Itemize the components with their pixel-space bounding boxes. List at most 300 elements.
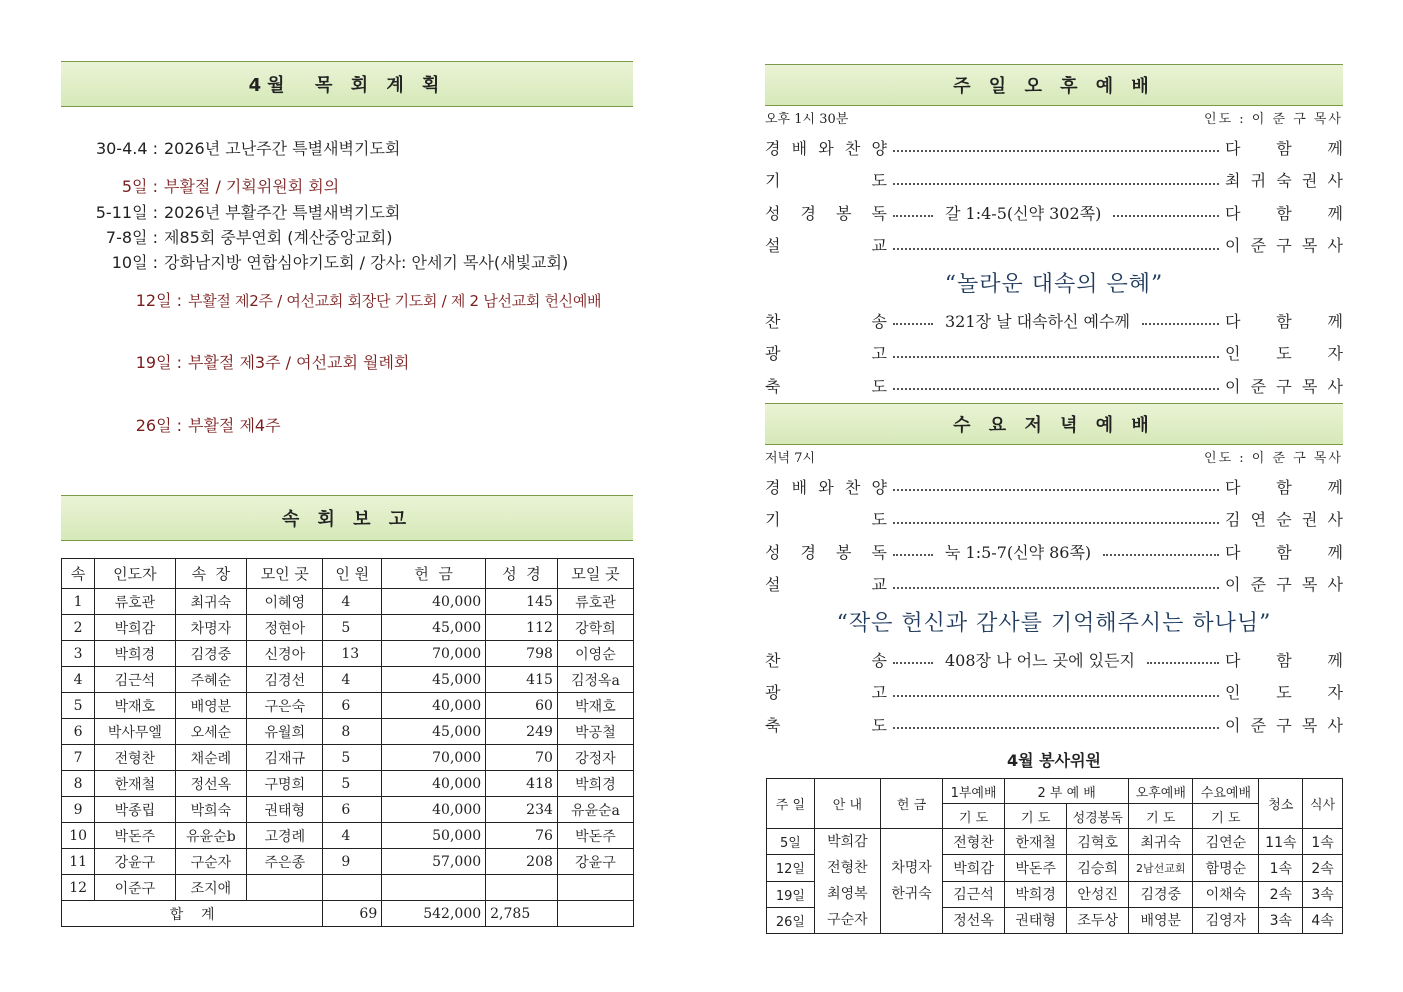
vol-cell: 최귀숙 (1129, 829, 1193, 855)
order-person-char: 구 (1276, 376, 1292, 396)
order-line (765, 680, 1343, 704)
report-total-label: 합 계 (62, 901, 323, 927)
order-item-person (1225, 168, 1343, 191)
plan-item-text: 2026년 부활주간 특별새벽기도회 (164, 203, 401, 222)
plan-item-text: 부활절 제3주 / 여선교회 월례회 (188, 353, 410, 372)
report-cell: 박희숙 (175, 797, 247, 823)
report-row (62, 589, 634, 615)
order-item-name (765, 341, 887, 364)
afternoon-title: 주 일 오 후 예 배 (953, 76, 1155, 97)
order-item-person (1225, 136, 1343, 159)
report-cell: 박희경 (95, 641, 175, 667)
report-cell: 4 (323, 589, 382, 615)
order-person-char: 인 (1225, 344, 1241, 363)
order-item-char: 독 (871, 203, 887, 223)
plan-item-date: 7-8일 : (105, 228, 158, 247)
report-cell (382, 875, 486, 901)
order-person-char: 최 (1225, 171, 1241, 190)
report-cell: 7 (62, 745, 95, 771)
vol-cell: 11속 (1259, 829, 1303, 855)
report-cell: 한재철 (95, 771, 175, 797)
report-cell: 조지애 (175, 875, 247, 901)
plan-item (92, 288, 601, 311)
report-cell: 45,000 (382, 667, 486, 693)
vol-cell: 김영자 (1193, 907, 1259, 933)
order-item-char: 설 (765, 236, 781, 255)
vol-h-meal: 식사 (1303, 779, 1343, 829)
order-person-char: 준 (1250, 376, 1267, 396)
report-total-empty (557, 901, 633, 927)
order-item-char: 와 (818, 138, 834, 158)
vol-h-prayer-3: 기 도 (1129, 804, 1193, 829)
report-cell: 유윤순b (175, 823, 247, 849)
order-item-char: 광 (765, 683, 781, 702)
report-header-cell: 속 장 (175, 559, 247, 589)
report-cell: 박공철 (557, 719, 633, 745)
report-row (62, 823, 634, 849)
report-cell: 40,000 (382, 771, 486, 797)
order-item-name (765, 540, 887, 563)
report-row (62, 771, 634, 797)
report-cell: 5 (323, 771, 382, 797)
report-cell: 60 (486, 693, 558, 719)
report-cell: 6 (323, 797, 382, 823)
dots (893, 215, 933, 217)
dots (893, 662, 933, 664)
vol-cell: 1속 (1259, 855, 1303, 881)
order-item-char: 찬 (765, 650, 781, 670)
order-item-person (1225, 475, 1343, 498)
report-cell: 유윤순a (557, 797, 633, 823)
plan-item-date: 26일 : (135, 416, 182, 435)
order-item-person (1225, 201, 1343, 224)
order-item-name (765, 201, 887, 224)
order-person-char: 준 (1250, 575, 1267, 594)
service-leader: 인도 : 이 준 구 목사 (1204, 451, 1343, 466)
dots (893, 489, 1219, 491)
order-person-char: 다 (1225, 542, 1241, 562)
order-line (765, 341, 1343, 365)
vol-h-sunday: 주 일 (767, 779, 815, 829)
plan-item-text: 2026년 고난주간 특별새벽기도회 (164, 139, 401, 158)
report-cell: 류호관 (95, 589, 175, 615)
report-cell: 4 (62, 667, 95, 693)
order-person-char: 께 (1327, 542, 1343, 562)
report-cell: 박종립 (95, 797, 175, 823)
order-item-char: 송 (871, 311, 887, 331)
order-person-char: 구 (1276, 236, 1292, 255)
order-item-char: 찬 (765, 311, 781, 331)
vol-h-offering: 헌 금 (880, 779, 942, 829)
vol-cell: 2속 (1303, 855, 1343, 881)
vol-date: 5일 (767, 829, 815, 855)
order-line (765, 712, 1343, 736)
order-item-name (765, 233, 887, 256)
report-cell: 박돈주 (95, 823, 175, 849)
order-person-char: 권 (1301, 510, 1318, 529)
dots (1142, 323, 1219, 325)
order-person-char: 구 (1276, 575, 1292, 594)
plan-item-date: 10일 : (111, 253, 158, 272)
vol-h-clean: 청소 (1259, 779, 1303, 829)
dots (893, 150, 1219, 152)
order-item-char: 독 (871, 542, 887, 562)
plan-item-date: 30-4.4 : (95, 139, 158, 158)
order-line (765, 474, 1343, 498)
order-item-char: 축 (765, 715, 781, 735)
plan-header (61, 61, 633, 107)
report-row (62, 875, 634, 901)
report-cell: 5 (62, 693, 95, 719)
order-item-char: 성 (765, 203, 781, 223)
report-cell: 11 (62, 849, 95, 875)
order-person-char: 께 (1327, 138, 1343, 158)
report-cell: 강윤구 (95, 849, 175, 875)
wednesday-sermon-title: “작은 헌신과 감사를 기억해주시는 하나님” (836, 611, 1272, 636)
report-cell: 전형찬 (95, 745, 175, 771)
order-item-char: 배 (791, 138, 808, 158)
report-cell: 8 (323, 719, 382, 745)
order-item-person (1225, 507, 1343, 530)
report-row (62, 693, 634, 719)
plan-item-text: 제85회 중부연회 (계산중앙교회) (164, 228, 393, 247)
order-item-char: 봉 (836, 542, 852, 562)
vol-cell: 권태형 (1005, 907, 1067, 933)
order-person-char: 구 (1276, 715, 1292, 735)
report-cell: 1 (62, 589, 95, 615)
report-cell: 배영분 (175, 693, 247, 719)
order-person-char: 께 (1327, 650, 1343, 670)
order-item-char: 봉 (836, 203, 852, 223)
report-cell: 주혜순 (175, 667, 247, 693)
plan-item-date: 12일 : (135, 291, 182, 310)
report-cell: 김근석 (95, 667, 175, 693)
dots (1103, 554, 1219, 556)
report-cell: 정선옥 (175, 771, 247, 797)
order-person-char: 다 (1225, 477, 1241, 497)
plan-item (62, 200, 400, 223)
plan-item (92, 350, 409, 373)
report-header-cell: 성 경 (486, 559, 558, 589)
report-cell (486, 875, 558, 901)
report-header-cell: 인도자 (95, 559, 175, 589)
report-cell: 차명자 (175, 615, 247, 641)
plan-item-text: 부활절 / 기획위원회 회의 (164, 177, 340, 196)
order-item-char: 도 (871, 715, 887, 735)
report-cell: 유월희 (247, 719, 323, 745)
plan-item (62, 225, 393, 248)
report-cell: 76 (486, 823, 558, 849)
report-cell: 박희감 (95, 615, 175, 641)
report-cell: 박희경 (557, 771, 633, 797)
order-item-char: 고 (871, 344, 887, 363)
order-line (765, 168, 1343, 192)
report-cell: 김경중 (175, 641, 247, 667)
order-item-char: 도 (871, 510, 887, 529)
dots (893, 323, 933, 325)
afternoon-sermon-title: “놀라운 대속의 은혜” (944, 272, 1164, 297)
order-item-char: 와 (818, 477, 834, 497)
report-cell: 강윤구 (557, 849, 633, 875)
dots (893, 356, 1219, 358)
report-table (61, 558, 634, 927)
vol-cell: 함명순 (1193, 855, 1259, 881)
vol-h-prayer-1: 기 도 (943, 804, 1005, 829)
report-cell: 70,000 (382, 641, 486, 667)
order-person-char: 사 (1327, 510, 1343, 529)
order-item-detail: 321장 날 대속하신 예수께 (945, 311, 1130, 331)
order-item-char: 경 (765, 477, 781, 497)
order-person-char: 귀 (1250, 171, 1267, 190)
order-item-name (765, 648, 887, 671)
order-line (765, 233, 1343, 257)
report-header-cell: 모인 곳 (247, 559, 323, 589)
vol-date: 19일 (767, 881, 815, 907)
vol-h-afternoon: 오후예배 (1129, 779, 1193, 804)
report-cell: 13 (323, 641, 382, 667)
order-person-char: 목 (1301, 236, 1318, 255)
order-person-char: 다 (1225, 650, 1241, 670)
order-item-person (1225, 648, 1343, 671)
report-cell: 강학희 (557, 615, 633, 641)
order-person-char: 권 (1301, 171, 1318, 190)
vol-ushers (814, 829, 880, 934)
service-meta (765, 108, 1343, 127)
report-title: 속 회 보 고 (281, 509, 413, 530)
report-header-cell: 모일 곳 (557, 559, 633, 589)
vol-cell: 2남선교회 (1129, 855, 1193, 881)
report-cell: 5 (323, 745, 382, 771)
report-cell: 234 (486, 797, 558, 823)
order-person-char: 께 (1327, 477, 1343, 497)
report-header-cell: 인 원 (323, 559, 382, 589)
vol-cell: 2속 (1259, 881, 1303, 907)
report-total-cell: 542,000 (382, 901, 486, 927)
vol-h-wed: 수요예배 (1193, 779, 1259, 804)
report-cell: 798 (486, 641, 558, 667)
vol-usher-name: 최영복 (827, 886, 868, 902)
vol-cell: 정선옥 (943, 907, 1005, 933)
vol-cell: 박희감 (943, 855, 1005, 881)
report-cell: 주은종 (247, 849, 323, 875)
report-cell: 채순례 (175, 745, 247, 771)
report-row (62, 615, 634, 641)
vol-cell: 김근석 (943, 881, 1005, 907)
report-cell: 45,000 (382, 719, 486, 745)
report-cell: 249 (486, 719, 558, 745)
afternoon-header (765, 64, 1343, 106)
order-line (765, 373, 1343, 397)
order-person-char: 함 (1276, 650, 1292, 670)
vol-cell: 박희경 (1005, 881, 1067, 907)
report-cell: 112 (486, 615, 558, 641)
order-item-char: 도 (871, 171, 887, 190)
order-item-name (765, 475, 887, 498)
report-cell: 류호관 (557, 589, 633, 615)
wednesday-header (765, 403, 1343, 445)
order-item-name (765, 168, 887, 191)
report-row (62, 719, 634, 745)
order-item-person (1225, 572, 1343, 595)
report-cell: 45,000 (382, 615, 486, 641)
vol-h-prayer-2: 기 도 (1005, 804, 1067, 829)
report-cell: 박재호 (95, 693, 175, 719)
vol-cell: 한재철 (1005, 829, 1067, 855)
plan-item-text: 강화남지방 연합심야기도회 / 강사: 안세기 목사(새빛교회) (164, 253, 569, 272)
report-header-cell: 헌 금 (382, 559, 486, 589)
order-item-char: 배 (791, 477, 808, 497)
report-cell: 이혜영 (247, 589, 323, 615)
report-total-cell: 2,785 (486, 901, 558, 927)
order-person-char: 사 (1327, 376, 1343, 396)
report-cell: 50,000 (382, 823, 486, 849)
order-item-person (1225, 713, 1343, 736)
order-line (765, 572, 1343, 596)
plan-item-date: 5일 : (121, 177, 158, 196)
report-cell (323, 875, 382, 901)
vol-cell: 박돈주 (1005, 855, 1067, 881)
order-person-char: 이 (1225, 575, 1241, 594)
dots (1147, 662, 1219, 664)
order-item-person (1225, 341, 1343, 364)
report-cell: 김정옥a (557, 667, 633, 693)
order-item-person (1225, 540, 1343, 563)
order-person-char: 함 (1276, 477, 1292, 497)
order-person-char: 목 (1301, 575, 1318, 594)
order-line (765, 200, 1343, 224)
order-item-person (1225, 374, 1343, 397)
vol-cell: 김승희 (1067, 855, 1129, 881)
order-item-char: 광 (765, 344, 781, 363)
report-cell: 구명희 (247, 771, 323, 797)
report-cell: 오세순 (175, 719, 247, 745)
report-cell: 김경선 (247, 667, 323, 693)
order-item-person (1225, 233, 1343, 256)
order-item-name (765, 713, 887, 736)
plan-item-text: 부활절 제4주 (188, 416, 281, 435)
volunteers-title: 4월 봉사위원 (1007, 751, 1101, 770)
order-item-char: 도 (871, 376, 887, 396)
vol-usher-name: 전형찬 (827, 860, 868, 876)
report-cell: 4 (323, 667, 382, 693)
order-person-char: 다 (1225, 138, 1241, 158)
order-person-char: 함 (1276, 203, 1292, 223)
vol-cell: 4속 (1303, 907, 1343, 933)
report-row (62, 667, 634, 693)
plan-item (62, 250, 568, 273)
report-cell: 208 (486, 849, 558, 875)
report-cell: 강정자 (557, 745, 633, 771)
report-cell: 6 (323, 693, 382, 719)
report-cell: 구순자 (175, 849, 247, 875)
order-item-char: 찬 (844, 138, 861, 158)
order-person-char: 인 (1225, 683, 1241, 702)
order-person-char: 사 (1327, 171, 1343, 190)
order-item-person (1225, 680, 1343, 703)
report-cell: 박사무엘 (95, 719, 175, 745)
report-cell: 145 (486, 589, 558, 615)
dots (893, 695, 1219, 697)
plan-item-text: 부활절 제2주 / 여선교회 회장단 기도회 / 제 2 남선교회 헌신예배 (188, 292, 602, 310)
order-person-char: 준 (1250, 236, 1267, 255)
order-line (765, 647, 1343, 671)
order-person-char: 순 (1276, 510, 1292, 529)
order-item-name (765, 374, 887, 397)
report-cell: 고경례 (247, 823, 323, 849)
order-person-char: 자 (1327, 683, 1343, 702)
dots (1113, 215, 1219, 217)
order-person-char: 함 (1276, 138, 1292, 158)
order-person-char: 목 (1301, 715, 1318, 735)
report-cell: 40,000 (382, 797, 486, 823)
dots (893, 248, 1219, 250)
report-cell: 9 (323, 849, 382, 875)
order-item-detail: 갈 1:4-5(신약 302쪽) (945, 203, 1102, 223)
report-total-row (62, 901, 634, 927)
order-person-char: 이 (1225, 715, 1241, 735)
report-cell: 5 (323, 615, 382, 641)
order-person-char: 다 (1225, 203, 1241, 223)
plan-title: 4월 목 회 계 획 (248, 75, 446, 96)
vol-cell: 김혁호 (1067, 829, 1129, 855)
order-item-detail: 눅 1:5-7(신약 86쪽) (945, 542, 1092, 562)
order-line (765, 507, 1343, 531)
vol-date: 26일 (767, 907, 815, 933)
dots (893, 522, 1219, 524)
report-cell: 57,000 (382, 849, 486, 875)
report-cell: 415 (486, 667, 558, 693)
report-cell: 박재호 (557, 693, 633, 719)
plan-item (62, 136, 400, 159)
service-meta (765, 447, 1343, 466)
vol-cell: 안성진 (1067, 881, 1129, 907)
order-item-name (765, 507, 887, 530)
order-item-person (1225, 309, 1343, 332)
order-line (765, 135, 1343, 159)
order-item-name (765, 680, 887, 703)
order-item-char: 양 (871, 138, 887, 158)
order-person-char: 도 (1276, 344, 1292, 363)
vol-cell: 김경중 (1129, 881, 1193, 907)
order-item-char: 송 (871, 650, 887, 670)
vol-h-usher: 안 내 (814, 779, 880, 829)
order-person-char: 사 (1327, 715, 1343, 735)
order-item-name (765, 572, 887, 595)
dots (893, 388, 1219, 390)
vol-cell: 1속 (1303, 829, 1343, 855)
report-row (62, 797, 634, 823)
report-cell (247, 875, 323, 901)
order-person-char: 연 (1250, 510, 1267, 529)
report-cell: 이영순 (557, 641, 633, 667)
report-cell: 권태형 (247, 797, 323, 823)
vol-usher-name: 박희감 (827, 834, 868, 850)
service-time: 오후 1시 30분 (765, 112, 849, 127)
report-cell: 박돈주 (557, 823, 633, 849)
order-person-char: 김 (1225, 510, 1241, 529)
report-cell: 12 (62, 875, 95, 901)
vol-row (767, 829, 1343, 855)
vol-h-prayer-4: 기 도 (1193, 804, 1259, 829)
plan-item-date: 19일 : (135, 353, 182, 372)
order-item-char: 교 (871, 575, 887, 594)
report-cell: 신경아 (247, 641, 323, 667)
report-header (61, 495, 633, 541)
order-item-name (765, 136, 887, 159)
service-time: 저녁 7시 (765, 451, 816, 466)
order-item-char: 기 (765, 171, 781, 190)
report-row (62, 641, 634, 667)
